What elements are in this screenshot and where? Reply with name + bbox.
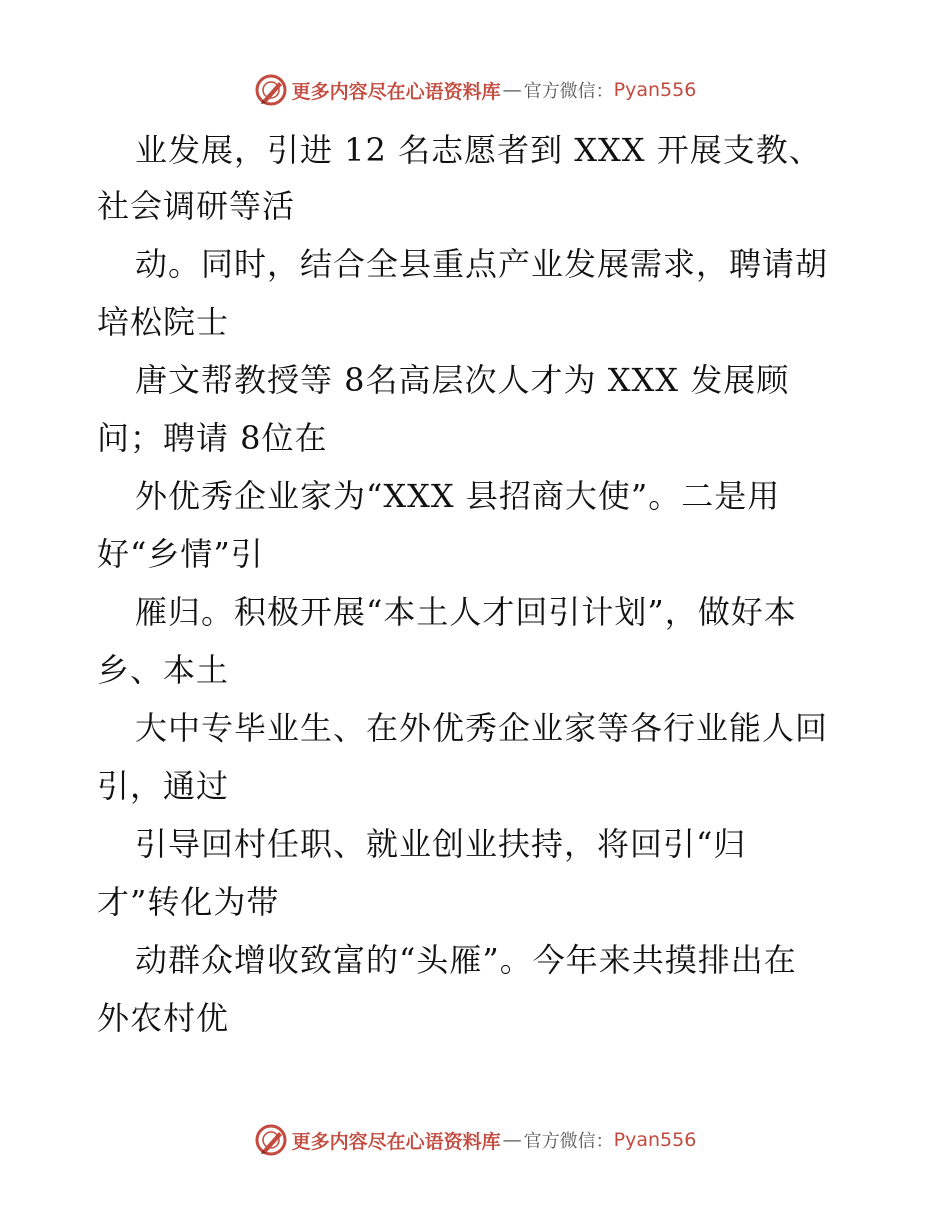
banner-wechat-label: 官方微信： — [523, 81, 614, 102]
body-line: 雁归。积极开展“本土人才回引计划”，做好本 — [135, 593, 797, 631]
footer-banner — [0, 1120, 950, 1160]
body-line: 唐文帮教授等 8名高层次人才为 XXX 发展顾 — [135, 361, 790, 399]
body-line: 外优秀企业家为“XXX 县招商大使”。二是用 — [135, 477, 781, 515]
body-line: 问；聘请 8位在 — [97, 419, 328, 457]
body-line: 动群众增收致富的“头雁”。今年来共摸排出在 — [135, 941, 797, 979]
body-line: 外农村优 — [97, 999, 230, 1037]
body-line: 引导回村任职、就业创业扶持，将回引“归 — [135, 825, 747, 863]
body-line: 培松院士 — [97, 303, 230, 341]
banner-main-text: 更多内容尽在心语资料库 — [291, 1130, 501, 1153]
body-line: 引，通过 — [97, 767, 230, 805]
body-line: 社会调研等活 — [97, 187, 296, 225]
pen-logo-icon — [254, 1123, 288, 1157]
body-line: 才”转化为带 — [97, 883, 280, 921]
pen-logo-icon — [254, 73, 288, 107]
banner-dash: — — [502, 79, 522, 101]
body-line: 好“乡情”引 — [97, 535, 264, 573]
banner-wechat-id: Pyan556 — [613, 1129, 697, 1151]
body-line: 大中专毕业生、在外优秀企业家等各行业能人回 — [135, 709, 829, 747]
body-line: 业发展，引进 12 名志愿者到 XXX 开展支教、 — [135, 131, 822, 169]
banner-wechat-id: Pyan556 — [613, 79, 697, 101]
banner-wechat-label: 官方微信： — [523, 1131, 614, 1152]
body-line: 乡、本土 — [97, 651, 230, 689]
body-line: 动。同时，结合全县重点产业发展需求，聘请胡 — [135, 245, 829, 283]
banner-main-text: 更多内容尽在心语资料库 — [291, 80, 501, 103]
header-banner — [0, 70, 950, 110]
banner-dash: — — [502, 1129, 522, 1151]
